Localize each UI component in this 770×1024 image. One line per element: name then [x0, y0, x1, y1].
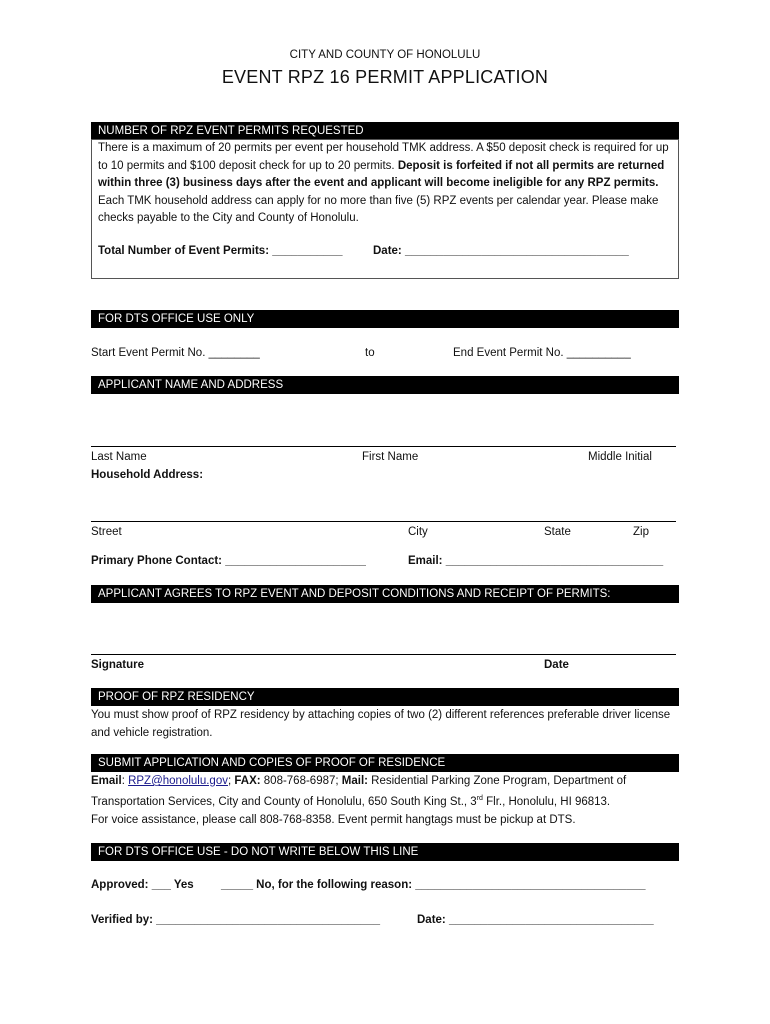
proof-heading: PROOF OF RPZ RESIDENCY [91, 688, 679, 706]
permits-requested-heading: NUMBER OF RPZ EVENT PERMITS REQUESTED [91, 122, 679, 140]
submit-email-label: Email [91, 775, 122, 787]
end-permit-field[interactable]: End Event Permit No. __________ [453, 347, 631, 359]
name-line[interactable] [91, 446, 676, 447]
mail-label: Mail: [341, 775, 368, 787]
permits-requested-text [98, 140, 674, 228]
email-field[interactable]: Email: __________________________________ [408, 555, 664, 567]
household-address-label: Household Address: [91, 469, 204, 481]
state-label: State [544, 526, 571, 538]
signature-line[interactable] [91, 654, 676, 655]
verified-by-field[interactable]: Verified by: ___________________________________ [91, 914, 381, 926]
permits-text-2: Each TMK household address can apply for no more than five (5) RPZ events per calendar year. Please make checks payable to the City and County of Honolulu. [98, 194, 659, 225]
permits-text-1: There is a maximum of 20 permits per event per household TMK address. A $50 deposit check is required for up to 10 permits and $100 deposit check for up to 20 permits. [98, 142, 669, 172]
total-permits-field[interactable]: Total Number of Event Permits: ___________ [98, 245, 343, 257]
organization-name: CITY AND COUNTY OF HONOLULU [289, 49, 481, 61]
mail-address-1: Residential Parking Zone Program, Department of Transportation Services, City and County of Honolulu, 650 South King St., 3 [91, 775, 627, 808]
applicant-heading: APPLICANT NAME AND ADDRESS [91, 376, 679, 394]
email-link[interactable]: RPZ@honolulu.gov [128, 775, 228, 787]
to-label: to [365, 347, 375, 359]
approved-yes-field[interactable]: Approved: ___ Yes [91, 879, 194, 891]
city-label: City [408, 526, 428, 538]
proof-text: You must show proof of RPZ residency by attaching copies of two (2) different references preferable driver license and vehicle registration. [91, 709, 671, 739]
first-name-label: First Name [362, 451, 419, 463]
permits-text-bold: Deposit is forfeited if not all permits are returned within three (3) business days after the event and applicant will become ineligible for any RPZ permits. [98, 159, 665, 190]
submit-heading: SUBMIT APPLICATION AND COPIES OF PROOF OF RESIDENCE [91, 754, 679, 772]
signature-date-label: Date [544, 659, 569, 671]
phone-field[interactable]: Primary Phone Contact: ______________________ [91, 555, 366, 567]
fax-label: FAX: [234, 775, 261, 787]
fax-number: 808-768-6987; [260, 775, 342, 787]
middle-initial-label: Middle Initial [588, 451, 652, 463]
form-title: EVENT RPZ 16 PERMIT APPLICATION [221, 67, 549, 87]
mail-address-2: Flr., Honolulu, HI 96813. [482, 795, 611, 808]
last-name-label: Last Name [91, 451, 147, 463]
zip-label: Zip [633, 526, 649, 538]
verified-date-field[interactable]: Date: ________________________________ [417, 914, 654, 926]
submit-text: Email: RPZ@honolulu.gov; FAX: 808-768-6987; Mail: Residential Parking Zone Program, Department of Transportation Services, City and County of Honolulu, 650 South King St., 3rd Flr., Honolulu, HI 96813. For voice assistance, please call 808-768-8358. Event permit hangtags must be pickup at DTS. [91, 775, 627, 826]
office-bottom-heading: FOR DTS OFFICE USE - DO NOT WRITE BELOW THIS LINE [91, 843, 679, 861]
signature-label: Signature [91, 659, 145, 671]
office-use-heading: FOR DTS OFFICE USE ONLY [91, 310, 679, 328]
mail-sup: rd [476, 795, 483, 802]
agreement-heading: APPLICANT AGREES TO RPZ EVENT AND DEPOSIT CONDITIONS AND RECEIPT OF PERMITS: [91, 585, 679, 603]
address-line[interactable] [91, 521, 676, 522]
street-label: Street [91, 526, 122, 538]
approved-no-field[interactable]: _____ No, for the following reason: ____________________________________ [221, 879, 646, 891]
permits-date-field[interactable]: Date: ___________________________________ [373, 245, 629, 257]
start-permit-field[interactable]: Start Event Permit No. ________ [91, 347, 260, 359]
voice-assistance: For voice assistance, please call 808-768-8358. Event permit hangtags must be pickup at DTS. [91, 813, 576, 826]
